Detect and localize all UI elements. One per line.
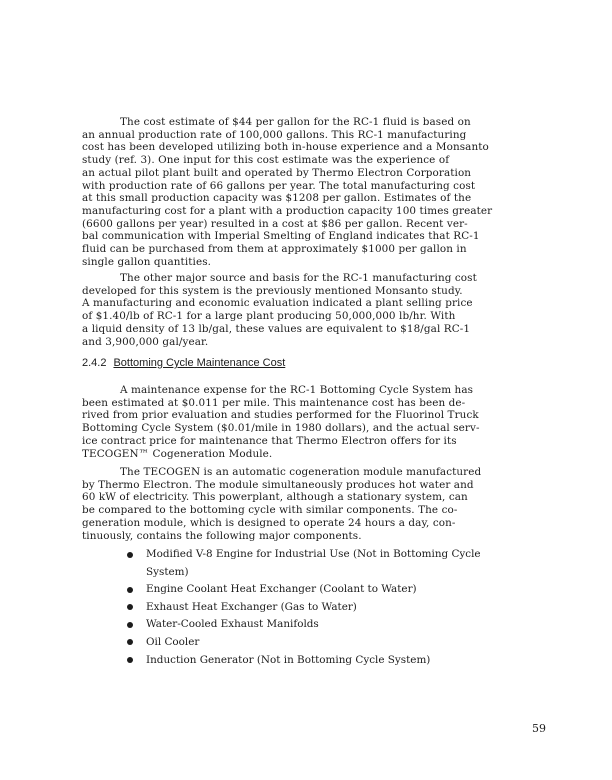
bullet-icon <box>127 587 133 593</box>
text-line: tinuously, contains the following major components. <box>82 529 362 542</box>
list-item-text: Modified V-8 Engine for Industrial Use (Not in Bottoming Cycle <box>146 548 481 560</box>
text-line: The TECOGEN is an automatic cogeneration module manufactured <box>120 466 482 478</box>
text-line: A manufacturing and economic evaluation indicated a plant selling price <box>82 297 473 310</box>
text-line: developed for this system is the previously mentioned Monsanto study. <box>82 284 463 297</box>
text-line: ice contract price for maintenance that Thermo Electron offers for its <box>82 434 457 447</box>
list-item-text: Engine Coolant Heat Exchanger (Coolant to Water) <box>146 583 417 596</box>
bullet-icon <box>127 552 133 558</box>
paragraph-monsanto-study <box>82 272 530 348</box>
components-list <box>124 546 544 669</box>
list-item <box>124 581 544 599</box>
text-line: rived from prior evaluation and studies performed for the Fluorinol Truck <box>82 409 479 422</box>
text-line: with production rate of 66 gallons per year. The total manufacturing cost <box>82 179 476 192</box>
list-item-text: Exhaust Heat Exchanger (Gas to Water) <box>146 600 357 613</box>
text-line: 60 kW of electricity. This powerplant, although a stationary system, can <box>82 491 468 504</box>
text-line: at this small production capacity was $1208 per gallon. Estimates of the <box>82 192 472 205</box>
bullet-icon <box>127 604 133 610</box>
text-line: a liquid density of 13 lb/gal, these values are equivalent to $18/gal RC-1 <box>82 322 471 335</box>
list-item <box>124 599 544 617</box>
text-line: A maintenance expense for the RC-1 Bottoming Cycle System has <box>120 384 474 396</box>
section-heading <box>82 357 285 369</box>
text-line: be compared to the bottoming cycle with similar components. The co- <box>82 504 458 517</box>
list-item-text: Oil Cooler <box>146 635 200 648</box>
text-line: (6600 gallons per year) resulted in a cost at $86 per gallon. Recent ver- <box>82 217 468 230</box>
paragraph-tecogen-description <box>82 466 530 542</box>
text-line: TECOGEN™ Cogeneration Module. <box>82 447 273 460</box>
list-item <box>124 616 544 634</box>
text-line: by Thermo Electron. The module simultaneously produces hot water and <box>82 478 474 491</box>
list-item <box>124 652 544 670</box>
text-line: an annual production rate of 100,000 gallons. This RC-1 manufacturing <box>82 128 467 141</box>
text-line: manufacturing cost for a plant with a production capacity 100 times greater <box>82 204 493 217</box>
paragraph-rc1-fluid-cost <box>82 116 530 268</box>
bullet-icon <box>127 639 133 645</box>
section-number: 2.4.2 <box>82 357 107 369</box>
bullet-icon <box>127 657 133 663</box>
text-line: bal communication with Imperial Smelting of England indicates that RC-1 <box>82 230 480 243</box>
text-line: Bottoming Cycle System ($0.01/mile in 1980 dollars), and the actual serv- <box>82 422 480 435</box>
text-line: The cost estimate of $44 per gallon for the RC-1 fluid is based on <box>120 116 471 128</box>
text-line: fluid can be purchased from them at approximately $1000 per gallon in <box>82 243 467 256</box>
text-line: cost has been developed utilizing both in-house experience and a Monsanto <box>82 141 489 154</box>
section-title: Bottoming Cycle Maintenance Cost <box>113 357 286 369</box>
page-number: 59 <box>532 722 546 735</box>
paragraph-maintenance-expense <box>82 384 530 460</box>
list-item-text: System) <box>146 565 189 578</box>
text-line: The other major source and basis for the RC-1 manufacturing cost <box>120 272 477 284</box>
list-item-text: Induction Generator (Not in Bottoming Cycle System) <box>146 653 431 666</box>
list-item-text: Water-Cooled Exhaust Manifolds <box>146 618 319 631</box>
text-line: single gallon quantities. <box>82 255 212 268</box>
text-line: been estimated at $0.011 per mile. This maintenance cost has been de- <box>82 396 466 409</box>
text-line: generation module, which is designed to operate 24 hours a day, con- <box>82 516 456 529</box>
text-line: an actual pilot plant built and operated by Thermo Electron Corporation <box>82 166 472 179</box>
list-item <box>124 634 544 652</box>
text-line: of $1.40/lb of RC-1 for a large plant producing 50,000,000 lb/hr. With <box>82 310 456 323</box>
list-item <box>124 546 544 581</box>
text-line: and 3,900,000 gal/year. <box>82 335 209 348</box>
bullet-icon <box>127 622 133 628</box>
text-line: study (ref. 3). One input for this cost estimate was the experience of <box>82 154 450 167</box>
